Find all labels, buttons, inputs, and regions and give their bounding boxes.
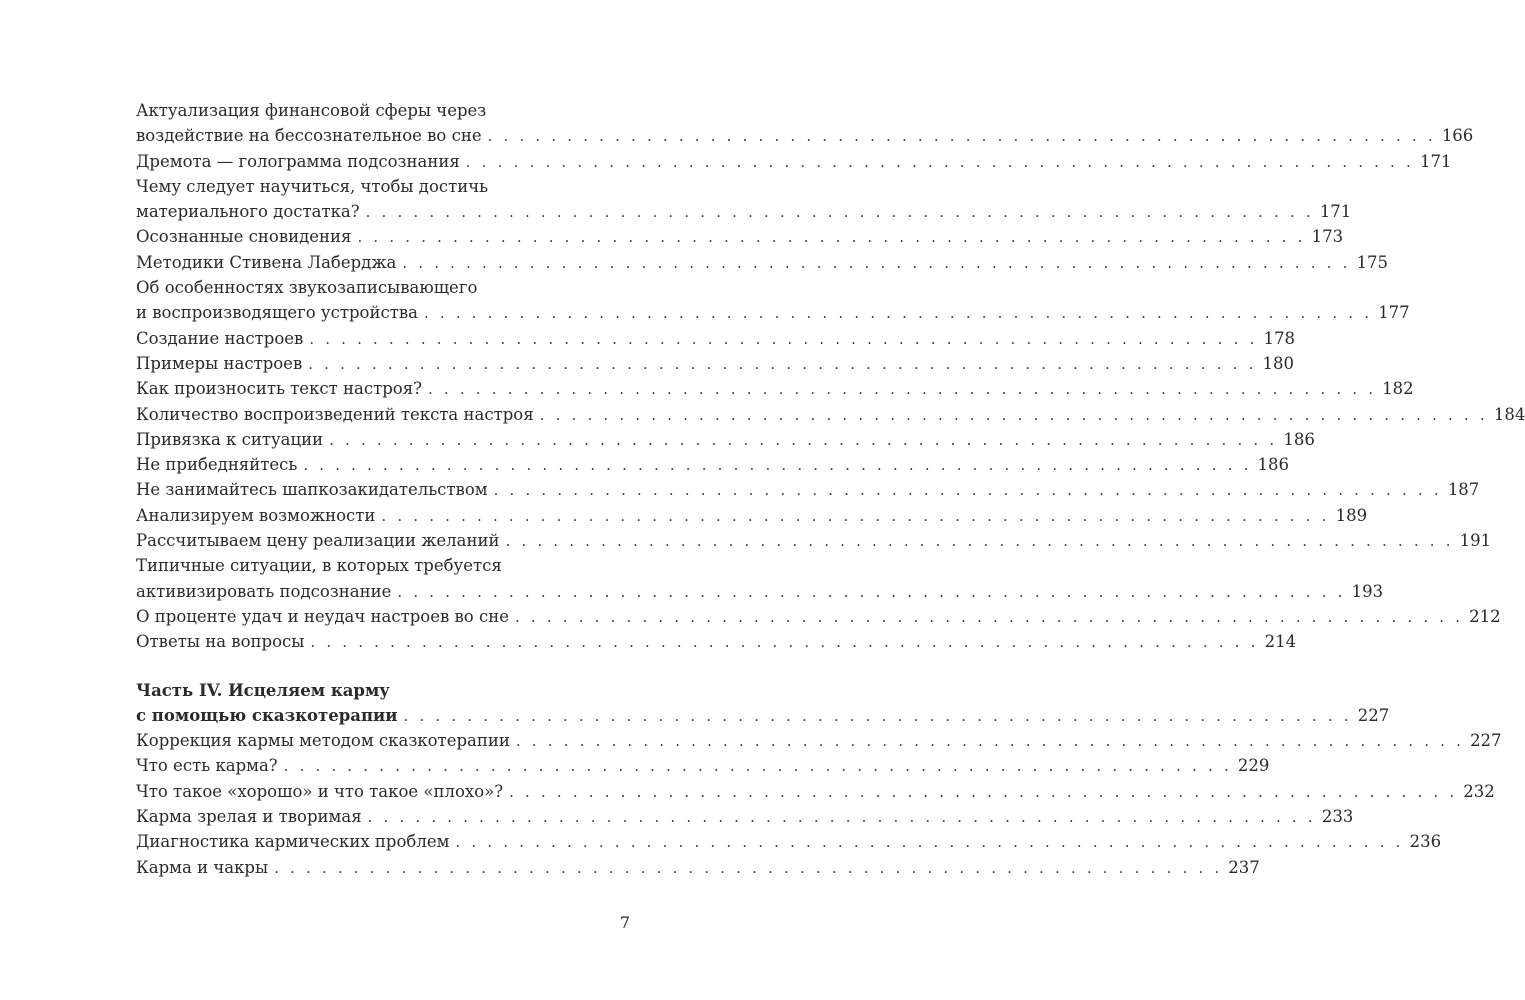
- toc-entry-row: [136, 452, 1290, 477]
- toc-entry-title: Не прибедняйтесь: [136, 455, 298, 475]
- toc-entry-row: [136, 629, 1297, 654]
- page-number: 166: [1441, 126, 1474, 146]
- toc-part-heading: [136, 678, 1390, 729]
- toc-entry-title: и воспроизводящего устройства: [136, 303, 418, 323]
- toc-entry: [136, 250, 1389, 275]
- toc-entry: [136, 149, 1452, 174]
- toc-entry-title: Как произносить текст настроя?: [136, 379, 422, 399]
- toc-entry: [136, 829, 1442, 854]
- page-number: 214: [1264, 632, 1297, 652]
- toc-entry-row: [136, 123, 1474, 148]
- toc-entry-line: Типичные ситуации, в которых требуется: [136, 556, 502, 576]
- dot-leader: . . . . . . . . . . . . . . . . . . . . . . . . . . . . . . . . . . . . . . . . . . . . . . . . . . . . . . . . . . . .: [283, 757, 1232, 776]
- toc-entry-row: [136, 503, 1368, 528]
- toc-entry: [136, 98, 1474, 149]
- toc-part-entries: [136, 728, 1502, 880]
- toc-entry: [136, 753, 1270, 778]
- dot-leader: . . . . . . . . . . . . . . . . . . . . . . . . . . . . . . . . . . . . . . . . . . . . . . . . . . . . . . . . . . . .: [309, 329, 1258, 348]
- toc-entry-title: Осознанные сновидения: [136, 227, 352, 247]
- toc-entry-title: Привязка к ситуации: [136, 429, 324, 449]
- toc-entry-title: Количество воспроизведений текста настроя: [136, 404, 534, 424]
- toc-entry-row: [136, 300, 1410, 325]
- page-folio: 7: [619, 913, 630, 932]
- toc-entry-row: [136, 224, 1344, 249]
- toc-entry-line: Об особенностях звукозаписывающего: [136, 278, 478, 298]
- dot-leader: . . . . . . . . . . . . . . . . . . . . . . . . . . . . . . . . . . . . . . . . . . . . . . . . . . . . . . . . . . . .: [515, 732, 1465, 751]
- toc-entry: [136, 604, 1501, 629]
- toc-entry-title: Создание настроев: [136, 328, 304, 348]
- toc-entry-row: [136, 804, 1354, 829]
- toc-entry-title: Карма и чакры: [136, 857, 269, 877]
- toc-entry-row: [136, 199, 1352, 224]
- part-title-line: Часть IV. Исцеляем карму: [136, 680, 390, 700]
- dot-leader: . . . . . . . . . . . . . . . . . . . . . . . . . . . . . . . . . . . . . . . . . . . . . . . . . . . . . . . . . . . .: [303, 456, 1252, 475]
- toc-entry: [136, 779, 1495, 804]
- page-number: 173: [1311, 227, 1344, 247]
- toc-entry-title: воздействие на бессознательное во сне: [136, 126, 482, 146]
- dot-leader: . . . . . . . . . . . . . . . . . . . . . . . . . . . . . . . . . . . . . . . . . . . . . . . . . . . . . . . . . . . .: [465, 152, 1414, 171]
- toc-entry-row: [136, 753, 1270, 778]
- toc-entry: [136, 376, 1414, 401]
- page-number: 212: [1469, 606, 1501, 626]
- dot-leader: . . . . . . . . . . . . . . . . . . . . . . . . . . . . . . . . . . . . . . . . . . . . . . . . . . . . . . . . . . . .: [274, 858, 1223, 877]
- toc-entry-row: [136, 779, 1495, 804]
- toc-entry-row: [136, 427, 1315, 452]
- toc-entry-row: [136, 326, 1296, 351]
- dot-leader: . . . . . . . . . . . . . . . . . . . . . . . . . . . . . . . . . . . . . . . . . . . . . . . . . . . . . . . . . . . .: [427, 380, 1377, 399]
- dot-leader: . . . . . . . . . . . . . . . . . . . . . . . . . . . . . . . . . . . . . . . . . . . . . . . . . . . . . . . . . . . .: [381, 506, 1330, 525]
- page-number: 182: [1382, 379, 1414, 399]
- dot-leader: . . . . . . . . . . . . . . . . . . . . . . . . . . . . . . . . . . . . . . . . . . . . . . . . . . . . . . . . . . . .: [308, 354, 1257, 373]
- toc-entry: [136, 275, 1410, 326]
- toc-entry-row: [136, 149, 1452, 174]
- dot-leader: . . . . . . . . . . . . . . . . . . . . . . . . . . . . . . . . . . . . . . . . . . . . . . . . . . . . . . . . . . . .: [487, 127, 1436, 146]
- toc-entry-title: Не занимайтесь шапкозакидательством: [136, 480, 488, 500]
- toc-entry: [136, 326, 1296, 351]
- part-title-row: [136, 703, 1390, 728]
- toc-entry-row: [136, 376, 1414, 401]
- toc-entry-title: О проценте удач и неудач настроев во сне: [136, 606, 509, 626]
- page-number: 178: [1263, 328, 1296, 348]
- table-of-contents: [136, 98, 1525, 880]
- toc-entry: [136, 402, 1525, 427]
- toc-entry: [136, 174, 1352, 225]
- toc-entry-row: [136, 579, 1384, 604]
- toc-entries: [136, 98, 1525, 655]
- toc-entry: [136, 452, 1290, 477]
- toc-entry: [136, 553, 1384, 604]
- toc-entry-row: [136, 604, 1501, 629]
- page-number: 175: [1356, 252, 1389, 272]
- page-number: 236: [1409, 832, 1442, 852]
- page-number: 187: [1447, 480, 1480, 500]
- page-number: 184: [1493, 404, 1525, 424]
- dot-leader: . . . . . . . . . . . . . . . . . . . . . . . . . . . . . . . . . . . . . . . . . . . . . . . . . . . . . . . . . . . .: [514, 607, 1464, 626]
- toc-entry: [136, 351, 1294, 376]
- page-number: 229: [1237, 756, 1270, 776]
- toc-entry: [136, 224, 1344, 249]
- dot-leader: . . . . . . . . . . . . . . . . . . . . . . . . . . . . . . . . . . . . . . . . . . . . . . . . . . . . . . . . . . . .: [367, 808, 1316, 827]
- toc-entry-row: [136, 728, 1502, 753]
- toc-entry-row: [136, 250, 1389, 275]
- dot-leader: . . . . . . . . . . . . . . . . . . . . . . . . . . . . . . . . . . . . . . . . . . . . . . . . . . . . . . . . . . . .: [505, 532, 1454, 551]
- toc-entry-title: активизировать подсознание: [136, 581, 392, 601]
- toc-entry-title: Что есть карма?: [136, 756, 278, 776]
- toc-entry-row: [136, 477, 1480, 502]
- toc-entry-row: [136, 528, 1492, 553]
- dot-leader: . . . . . . . . . . . . . . . . . . . . . . . . . . . . . . . . . . . . . . . . . . . . . . . . . . . . . . . . . . . .: [423, 304, 1373, 323]
- toc-entry-title: Ответы на вопросы: [136, 632, 305, 652]
- toc-entry-row: [136, 829, 1442, 854]
- toc-entry-title: материального достатка?: [136, 202, 360, 222]
- toc-entry-line: Актуализация финансовой сферы через: [136, 101, 487, 120]
- toc-entry-line: Чему следует научиться, чтобы достичь: [136, 176, 489, 196]
- page-number: 227: [1357, 705, 1390, 725]
- page-number: 237: [1228, 857, 1260, 877]
- toc-entry-title: Анализируем возможности: [136, 505, 376, 525]
- toc-entry-title: Дремота — голограмма подсознания: [136, 151, 460, 171]
- toc-entry: [136, 503, 1368, 528]
- dot-leader: . . . . . . . . . . . . . . . . . . . . . . . . . . . . . . . . . . . . . . . . . . . . . . . . . . . . . . . . . . . .: [397, 582, 1346, 601]
- page-number: 180: [1262, 353, 1294, 373]
- dot-leader: . . . . . . . . . . . . . . . . . . . . . . . . . . . . . . . . . . . . . . . . . . . . . . . . . . . . . . . . . . . .: [357, 228, 1306, 247]
- toc-entry: [136, 477, 1480, 502]
- toc-entry-row: [136, 351, 1294, 376]
- page-number: 189: [1335, 505, 1368, 525]
- dot-leader: . . . . . . . . . . . . . . . . . . . . . . . . . . . . . . . . . . . . . . . . . . . . . . . . . . . . . . . . . . . .: [402, 253, 1351, 272]
- toc-entry-title: Карма зрелая и творимая: [136, 807, 362, 827]
- dot-leader: . . . . . . . . . . . . . . . . . . . . . . . . . . . . . . . . . . . . . . . . . . . . . . . . . . . . . . . . . . . .: [539, 405, 1488, 424]
- toc-entry-title: Диагностика кармических проблем: [136, 832, 450, 852]
- toc-entry: [136, 728, 1502, 753]
- dot-leader: . . . . . . . . . . . . . . . . . . . . . . . . . . . . . . . . . . . . . . . . . . . . . . . . . . . . . . . . . . . .: [403, 706, 1352, 725]
- toc-entry: [136, 629, 1297, 654]
- toc-entry-title: Примеры настроев: [136, 353, 303, 373]
- toc-entry-title: Что такое «хорошо» и что такое «плохо»?: [136, 781, 504, 801]
- dot-leader: . . . . . . . . . . . . . . . . . . . . . . . . . . . . . . . . . . . . . . . . . . . . . . . . . . . . . . . . . . . .: [310, 633, 1259, 652]
- toc-entry-row: [136, 855, 1260, 880]
- dot-leader: . . . . . . . . . . . . . . . . . . . . . . . . . . . . . . . . . . . . . . . . . . . . . . . . . . . . . . . . . . . .: [455, 833, 1404, 852]
- page-number: 186: [1283, 429, 1315, 449]
- toc-entry-title: Рассчитываем цену реализации желаний: [136, 531, 500, 551]
- page-number: 186: [1257, 455, 1290, 475]
- page-number: 227: [1470, 731, 1502, 751]
- page-number: 193: [1351, 581, 1384, 601]
- page-number: 191: [1459, 531, 1492, 551]
- page-number: 232: [1463, 781, 1495, 801]
- toc-entry: [136, 528, 1492, 553]
- dot-leader: . . . . . . . . . . . . . . . . . . . . . . . . . . . . . . . . . . . . . . . . . . . . . . . . . . . . . . . . . . . .: [493, 481, 1442, 500]
- page-number: 171: [1419, 151, 1452, 171]
- toc-entry-title: Методики Стивена Лаберджа: [136, 252, 397, 272]
- page-number: 233: [1321, 807, 1354, 827]
- dot-leader: . . . . . . . . . . . . . . . . . . . . . . . . . . . . . . . . . . . . . . . . . . . . . . . . . . . . . . . . . . . .: [509, 782, 1458, 801]
- dot-leader: . . . . . . . . . . . . . . . . . . . . . . . . . . . . . . . . . . . . . . . . . . . . . . . . . . . . . . . . . . . .: [329, 430, 1278, 449]
- dot-leader: . . . . . . . . . . . . . . . . . . . . . . . . . . . . . . . . . . . . . . . . . . . . . . . . . . . . . . . . . . . .: [365, 203, 1314, 222]
- toc-entry: [136, 855, 1260, 880]
- toc-entry: [136, 427, 1315, 452]
- toc-entry-row: [136, 402, 1525, 427]
- toc-entry: [136, 804, 1354, 829]
- page-number: 177: [1378, 303, 1410, 323]
- toc-entry-title: Коррекция кармы методом сказкотерапии: [136, 731, 510, 751]
- part-title-last: с помощью сказкотерапии: [136, 705, 398, 725]
- page-number: 171: [1319, 202, 1352, 222]
